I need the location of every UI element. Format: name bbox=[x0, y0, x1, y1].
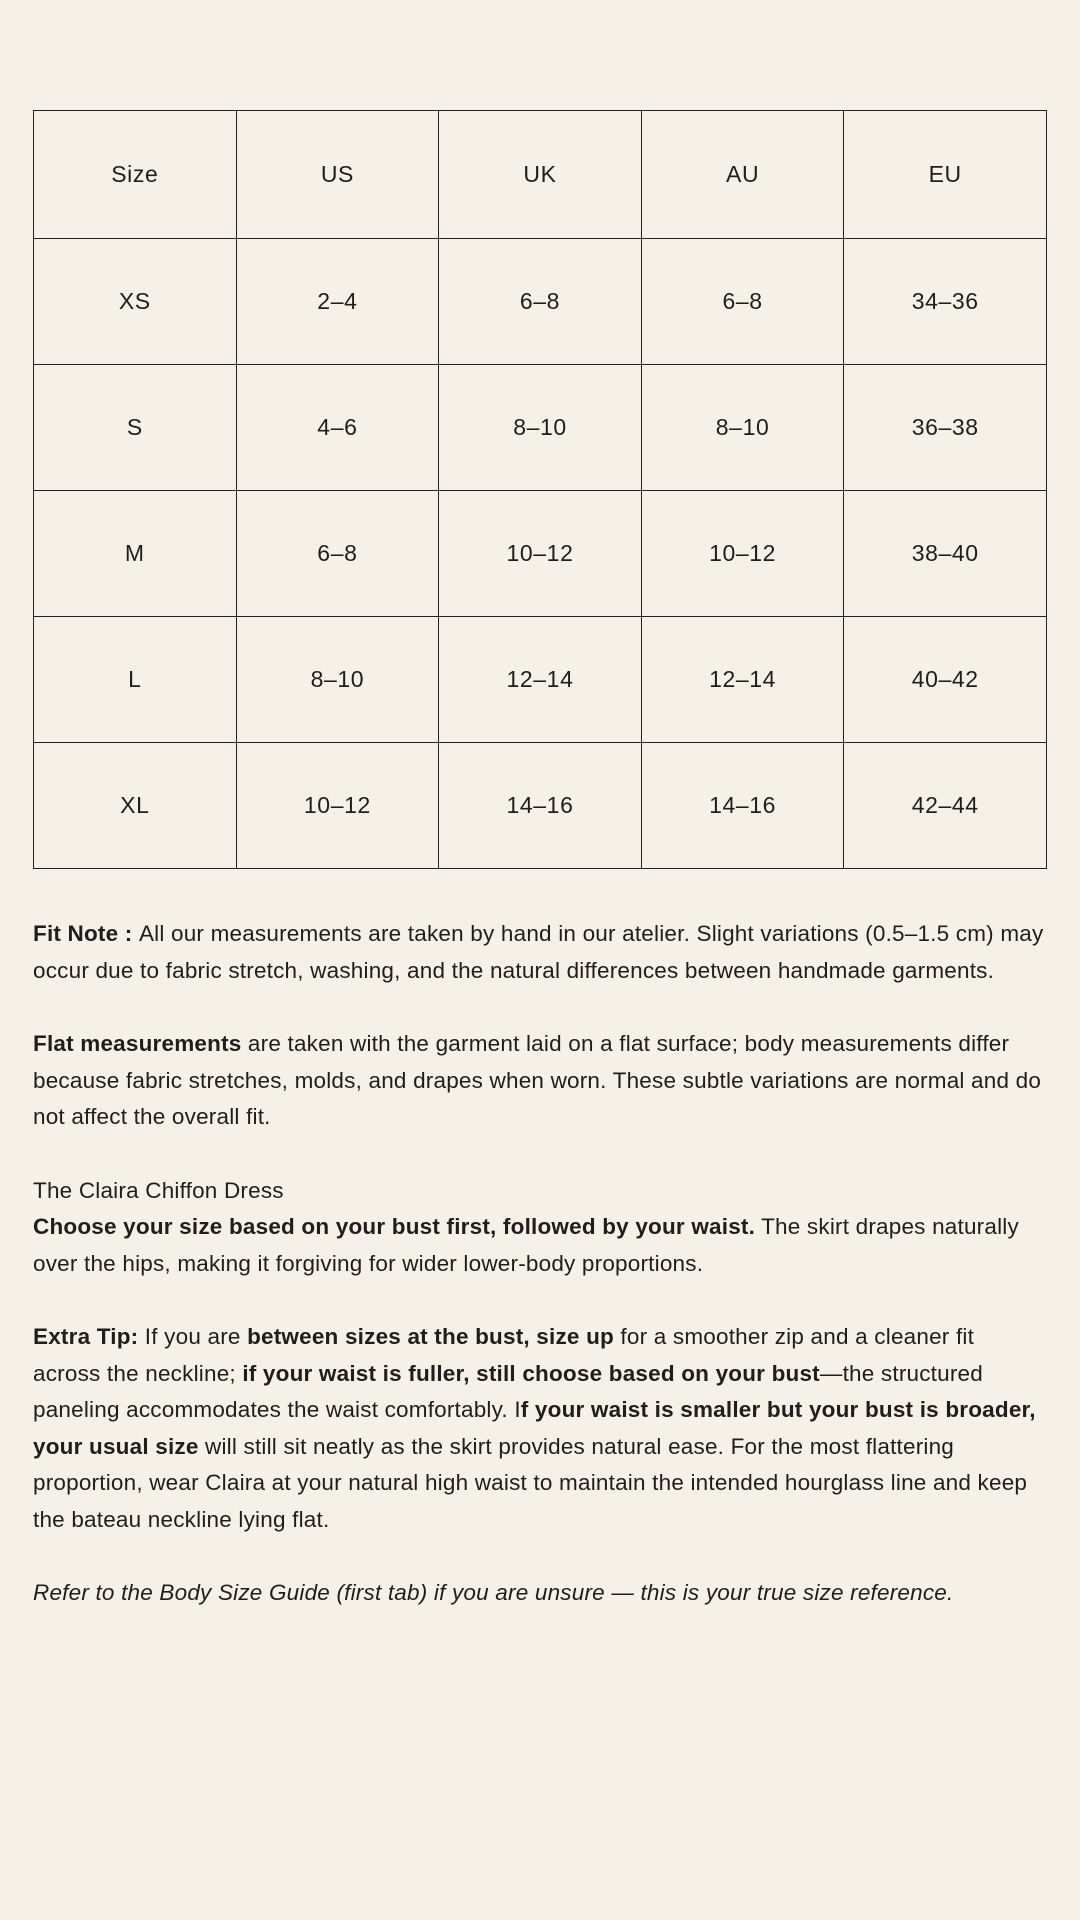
size-label-cell: XL bbox=[34, 743, 237, 869]
size-label-cell: M bbox=[34, 491, 237, 617]
extra-tip-text: If you are bbox=[138, 1324, 248, 1349]
extra-tip-paragraph bbox=[33, 1319, 1047, 1538]
extra-tip-text: will still sit neatly as the skirt provides natural ease. For the most flattering proportion, wear Claira at your natural high waist to maintain the intended hourglass line and keep the bateau neckline lying flat. bbox=[33, 1433, 1028, 1532]
us-size-cell: 10–12 bbox=[236, 743, 439, 869]
extra-tip-bold-size-up: between sizes at the bust, size up bbox=[247, 1324, 614, 1349]
claira-sizing-rule-bold: Choose your size based on your bust first, followed by your waist. bbox=[33, 1214, 756, 1239]
table-row-xs bbox=[34, 239, 1047, 365]
us-size-cell: 8–10 bbox=[236, 617, 439, 743]
claira-dress-title: The Claira Chiffon Dress bbox=[33, 1177, 284, 1203]
claira-sizing-rule-text: The skirt drapes naturally over the hips, making it forgiving for wider lower-body proportions. bbox=[33, 1214, 1019, 1276]
size-label-cell: XS bbox=[34, 239, 237, 365]
table-row-l bbox=[34, 617, 1047, 743]
us-size-cell: 4–6 bbox=[236, 365, 439, 491]
us-size-cell: 2–4 bbox=[236, 239, 439, 365]
au-size-cell: 8–10 bbox=[641, 365, 844, 491]
eu-size-cell: 38–40 bbox=[844, 491, 1047, 617]
fit-note-paragraph bbox=[33, 916, 1047, 989]
table-row-m bbox=[34, 491, 1047, 617]
size-chart-table bbox=[33, 110, 1047, 869]
size-chart-header-row bbox=[34, 111, 1047, 239]
us-size-cell: 6–8 bbox=[236, 491, 439, 617]
extra-tip-bold-waist-fuller: if your waist is fuller, still choose based on your bust bbox=[242, 1360, 820, 1386]
extra-tip-bold-usual-size: f your waist is smaller but your bust is broader, your usual size bbox=[33, 1397, 1036, 1459]
fit-notes-section bbox=[33, 916, 1047, 1612]
flat-measurements-text: are taken with the garment laid on a flat surface; body measurements differ because fabric stretches, molds, and drapes when worn. These subtle variations are normal and do not affect the overall fit. bbox=[33, 1031, 1042, 1129]
claira-dress-paragraph bbox=[33, 1173, 1047, 1283]
extra-tip-label: Extra Tip: bbox=[33, 1324, 139, 1349]
uk-size-cell: 8–10 bbox=[439, 365, 642, 491]
uk-size-cell: 14–16 bbox=[439, 743, 642, 869]
column-header-au: AU bbox=[641, 111, 844, 239]
column-header-eu: EU bbox=[844, 111, 1047, 239]
fit-note-text: All our measurements are taken by hand in our atelier. Slight variations (0.5–1.5 cm) may occur due to fabric stretch, washing, and the natural differences between handmade garments. bbox=[33, 921, 1044, 983]
eu-size-cell: 36–38 bbox=[844, 365, 1047, 491]
au-size-cell: 12–14 bbox=[641, 617, 844, 743]
eu-size-cell: 42–44 bbox=[844, 743, 1047, 869]
eu-size-cell: 34–36 bbox=[844, 239, 1047, 365]
body-size-guide-reference-note: Refer to the Body Size Guide (first tab) if you are unsure — this is your true size reference. bbox=[33, 1580, 954, 1605]
flat-measurements-paragraph bbox=[33, 1026, 1047, 1136]
table-row-xl bbox=[34, 743, 1047, 869]
flat-measurements-label: Flat measurements bbox=[33, 1031, 242, 1056]
column-header-uk: UK bbox=[439, 111, 642, 239]
table-row-s bbox=[34, 365, 1047, 491]
fit-note-label: Fit Note : bbox=[33, 921, 139, 946]
uk-size-cell: 6–8 bbox=[439, 239, 642, 365]
column-header-us: US bbox=[236, 111, 439, 239]
uk-size-cell: 12–14 bbox=[439, 617, 642, 743]
au-size-cell: 6–8 bbox=[641, 239, 844, 365]
au-size-cell: 14–16 bbox=[641, 743, 844, 869]
eu-size-cell: 40–42 bbox=[844, 617, 1047, 743]
size-label-cell: S bbox=[34, 365, 237, 491]
column-header-size: Size bbox=[34, 111, 237, 239]
extra-tip-text: —the structured paneling accommodates the waist comfortably. I bbox=[33, 1360, 983, 1422]
uk-size-cell: 10–12 bbox=[439, 491, 642, 617]
au-size-cell: 10–12 bbox=[641, 491, 844, 617]
extra-tip-text: for a smoother zip and a cleaner fit across the neckline; bbox=[33, 1324, 975, 1386]
size-label-cell: L bbox=[34, 617, 237, 743]
